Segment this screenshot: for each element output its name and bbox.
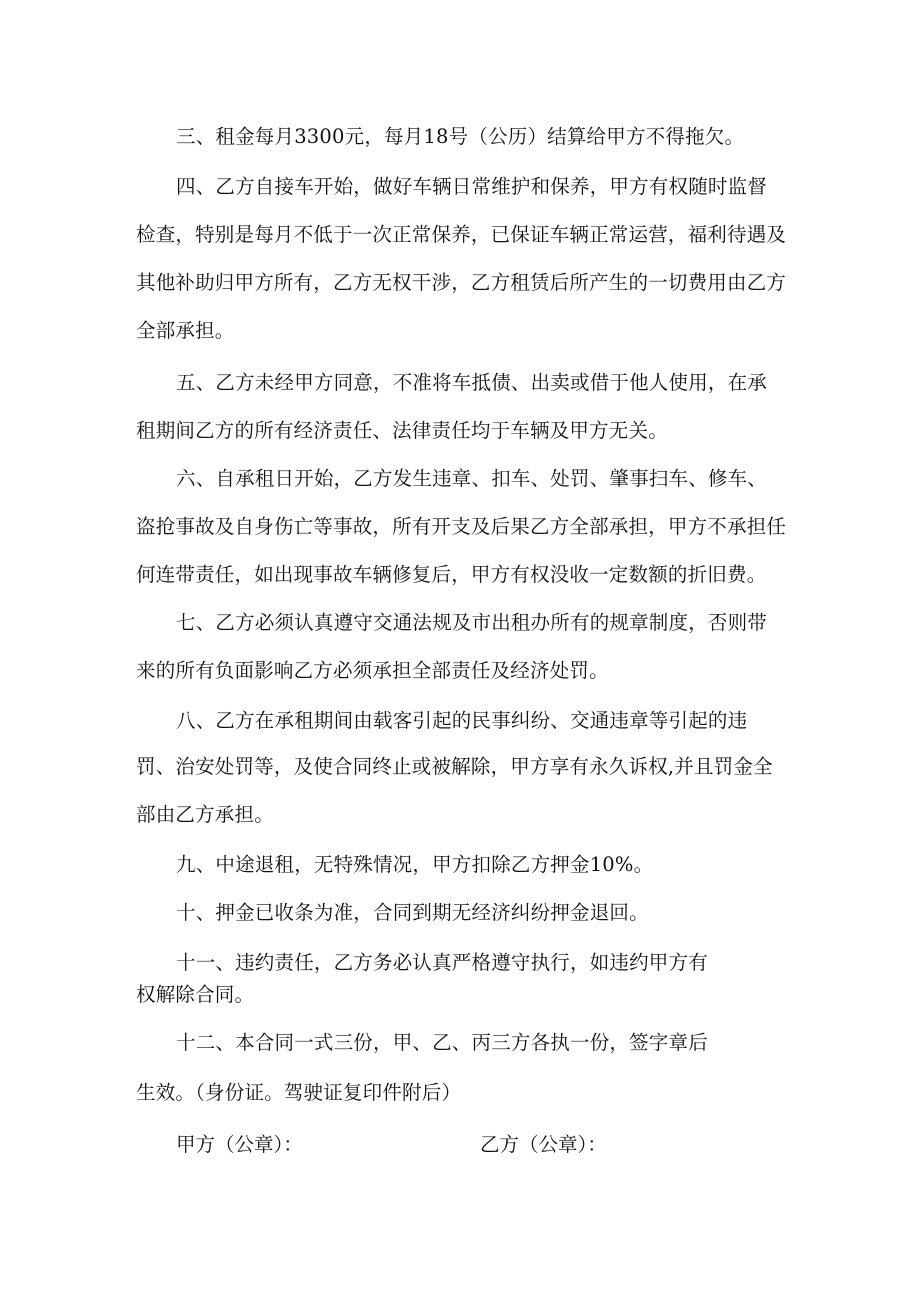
clause-8-line-2: 罚、治安处罚等，及使合同终止或被解除，甲方享有永久诉权,并且罚金全 <box>136 755 773 778</box>
clause-10-line-1: 十、押金已收条为准，合同到期无经济纠纷押金退回。 <box>176 901 649 924</box>
clause-4-line-1: 四、乙方自接车开始，做好车辆日常维护和保养，甲方有权随时监督 <box>176 175 768 198</box>
clause-12-line-1: 十二、本合同一式三份，甲、乙、丙三方各执一份，签字章后 <box>176 1031 708 1054</box>
clause-4-line-3: 其他补助归甲方所有，乙方无权干涉，乙方租赁后所产生的一切费用由乙方 <box>136 271 787 294</box>
clause-8-line-3: 部由乙方承担。 <box>136 803 274 826</box>
clause-5-line-1: 五、乙方未经甲方同意，不准将车抵债、出卖或借于他人使用，在承 <box>176 371 768 394</box>
clause-11-line-1: 十一、违约责任，乙方务必认真严格遵守执行，如违约甲方有 <box>176 951 708 974</box>
clause-8-line-1: 八、乙方在承租期间由载客引起的民事纠纷、交通违章等引起的违 <box>176 709 748 732</box>
clause-12-line-2: 生效。（身份证。驾驶证复印件附后） <box>136 1081 462 1104</box>
clause-5-line-2: 租期间乙方的所有经济责任、法律责任均于车辆及甲方无关。 <box>136 419 668 442</box>
clause-3-line-1: 三、租金每月3300元，每月18号（公历）结算给甲方不得拖欠。 <box>176 125 745 148</box>
clause-4-line-4: 全部承担。 <box>136 319 235 342</box>
party-a-seal-label: 甲方（公章）： <box>176 1133 303 1156</box>
clause-6-line-3: 何连带责任，如出现事故车辆修复后，甲方有权没收一定数额的折旧费。 <box>136 563 767 586</box>
clause-6-line-1: 六、自承租日开始，乙方发生违章、扣车、处罚、肇事扫车、修车、 <box>176 467 768 490</box>
clause-11-line-2: 权解除合同。 <box>136 983 255 1006</box>
clause-9-line-1: 九、中途退租，无特殊情况，甲方扣除乙方押金10%。 <box>176 853 654 876</box>
clause-4-line-2: 检查，特别是每月不低于一次正常保养，已保证车辆正常运营，福利待遇及 <box>136 223 787 246</box>
clause-6-line-2: 盗抢事故及自身伤亡等事故，所有开支及后果乙方全部承担，甲方不承担任 <box>136 515 787 538</box>
clause-7-line-1: 七、乙方必须认真遵守交通法规及市出租办所有的规章制度，否则带 <box>176 611 768 634</box>
clause-7-line-2: 来的所有负面影响乙方必须承担全部责任及经济处罚。 <box>136 659 609 682</box>
party-b-seal-label: 乙方（公章）： <box>480 1133 607 1156</box>
